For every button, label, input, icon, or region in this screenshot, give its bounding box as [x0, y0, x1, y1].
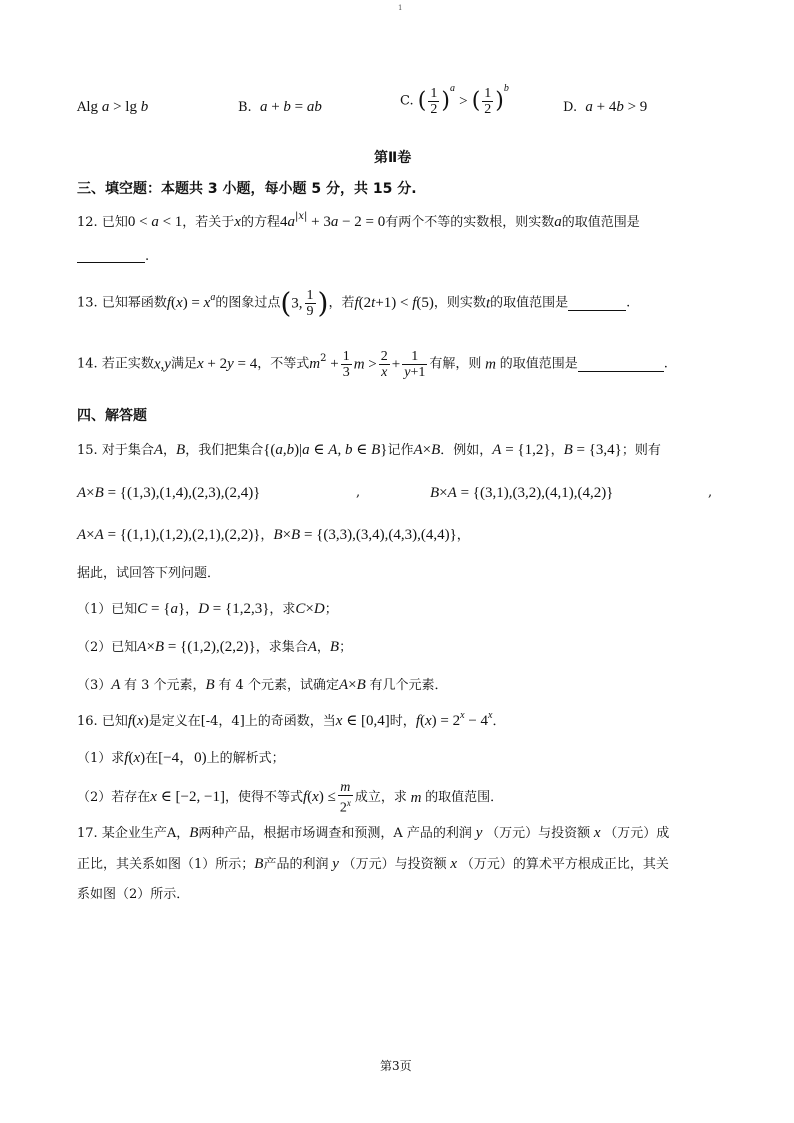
q16-part1: （1）求f(x)在[−4，0)上的解析式；	[77, 750, 285, 766]
q17-t3: （万元）与投资额	[486, 826, 591, 841]
q12-t4: 有两个不等的实数根，则实数	[385, 215, 555, 230]
q15-t4: ．例如，	[440, 443, 493, 458]
option-a: Alg a > lg b	[77, 99, 149, 115]
q12-t1: 已知	[101, 215, 128, 230]
q15-p2b: ，求集合	[255, 640, 308, 655]
q16-p1c: 上的解析式；	[206, 751, 285, 766]
q15-line3: A×A = {(1,1),(1,2),(2,1),(2,2)}，B×B = {(3,3),(3,4),(4,3),(4,4)}，	[77, 527, 470, 543]
q17-line2: 正比，其关系如图（1）所示；B产品的利润 y （万元）与投资额 x （万元）的算术平方根成正比，其关	[77, 856, 669, 872]
q15-t1: 对于集合	[101, 443, 154, 458]
volume-title: 第Ⅱ卷	[374, 150, 412, 166]
q13-t3: ，若	[328, 295, 355, 311]
q17-line3: 系如图（2）所示．	[77, 887, 190, 902]
option-b: B. a + b = ab	[238, 99, 322, 115]
q15-line2-comma2: ,	[708, 485, 713, 500]
q15-num: 15.	[77, 443, 98, 458]
q14-answer-blank[interactable]	[578, 357, 664, 372]
q13-line: 13. 已知幂函数$f(x) = x^a$的图象过点(3, $\frac{1}{9}$ )，若f(2t+1) < f(5)，则实数t的取值范围是 .	[77, 286, 631, 320]
q16-p2d: 的取值范围．	[425, 789, 504, 805]
option-c: C. ( $\frac{1}{2}$ )$^a$ > ( $\frac{1}{2}$ )$^b$	[400, 83, 509, 117]
q16-p1b: 在	[145, 751, 159, 766]
q15-line2a: A×B = {(1,3),(1,4),(2,3),(2,4)}	[77, 485, 261, 501]
q15-line2-comma: ,	[356, 485, 361, 500]
q17-l2d: （万元）的算术平方根成正比，其关	[460, 857, 669, 872]
q12-line2: .	[77, 248, 149, 266]
q14-t5: 的取值范围是	[499, 356, 578, 372]
q16-p2a: （2）若存在	[77, 789, 151, 805]
q17-l2b: 产品的利润	[263, 857, 329, 872]
q15-p2a: （2）已知	[77, 640, 138, 655]
q15-part1: （1）已知C = {a}，D = {1,2,3}，求C×D；	[77, 601, 338, 617]
q13-t1: 已知幂函数	[101, 295, 167, 311]
q14-t2: 满足	[170, 356, 197, 372]
q14-line: 14. 若正实数x,y满足x + 2y = 4，不等式$m^2$ + $\frac{1}{3}$ m > $\frac{2}{x}$ + $\frac{1}{y+1}$ 有解，则 m 的取值范围是 .	[77, 349, 668, 380]
q15-p1b: ，求	[269, 602, 296, 617]
q17-line1: 17. 某企业生产A，B两种产品，根据市场调查和预测，A 产品的利润 y （万元）与投资额 x （万元）成	[77, 825, 670, 841]
q15-line1: 15. 对于集合A，B，我们把集合{(a,b)|a ∈ A, b ∈ B}记作A×B．例如，A = {1,2}，B = {3,4}；则有	[77, 442, 661, 458]
option-c-label: C.	[400, 93, 414, 109]
q15-t2: ，我们把集合	[185, 443, 264, 458]
q14-num: 14.	[77, 356, 98, 372]
q16-p2c: 成立，求	[354, 789, 407, 805]
q15-t5: ；则有	[621, 443, 661, 458]
q15-t3: 记作	[387, 443, 414, 458]
q15-p3b: 有 3 个元素，	[123, 678, 206, 693]
q12-t3: 的方程	[240, 215, 280, 230]
section4-title: 四、解答题	[77, 408, 147, 424]
q15-part3: （3）A 有 3 个元素，B 有 4 个元素，试确定A×B 有几个元素．	[77, 677, 448, 693]
q15-line4: 据此，试回答下列问题．	[77, 566, 221, 581]
q15-p1a: （1）已知	[77, 602, 138, 617]
option-d: D. a + 4b > 9	[563, 99, 648, 115]
top-mark: 1	[398, 4, 403, 12]
q16-t2: 是定义在[-4，4]上的奇函数，当	[148, 714, 336, 729]
q13-t5: 的取值范围是	[490, 295, 569, 311]
option-a-label: A	[77, 100, 87, 115]
q15-p3a: （3）	[77, 678, 112, 693]
option-d-label: D.	[563, 100, 578, 115]
q14-t3: ，不等式	[257, 356, 310, 372]
q14-t1: 若正实数	[101, 356, 154, 372]
q13-t2: 的图象过点	[215, 295, 281, 311]
q13-num: 13.	[77, 295, 98, 311]
page-number: 第3页	[380, 1059, 412, 1073]
section3-title: 三、填空题：本题共 3 小题，每小题 5 分，共 15 分.	[77, 181, 417, 197]
q16-t3: 时，	[389, 714, 416, 729]
q17-num: 17.	[77, 826, 98, 841]
q15-p3c: 有 4 个元素，试确定	[218, 678, 339, 693]
q17-t2: 两种产品，根据市场调查和预测，A 产品的利润	[198, 826, 472, 841]
q12-t5: 的取值范围是	[561, 215, 640, 230]
q17-t4: （万元）成	[604, 826, 670, 841]
q12-num: 12.	[77, 215, 98, 230]
q16-num: 16.	[77, 714, 98, 729]
q12-answer-blank[interactable]	[77, 248, 145, 263]
q15-line2b: B×A = {(3,1),(3,2),(4,1),(4,2)}	[430, 485, 614, 501]
option-b-label: B.	[238, 100, 252, 115]
q16-line1: 16. 已知f(x)是定义在[-4，4]上的奇函数，当x ∈ [0,4]时，$f(x) = 2^x - 4^x$．	[77, 710, 506, 729]
q16-part2: （2）若存在x ∈ [−2, −1]，使得不等式f(x) ≤ $\frac{m}{2^x}$ 成立，求 m 的取值范围．	[77, 780, 504, 816]
q12-line1: 12. 已知0 < a < 1，若关于x的方程$4a^{|x|} + 3a - 2 = 0$有两个不等的实数根，则实数a的取值范围是	[77, 211, 640, 230]
q17-l2a: 正比，其关系如图（1）所示；	[77, 857, 255, 872]
q15-p3d: 有几个元素．	[369, 678, 448, 693]
q16-p1a: （1）求	[77, 751, 125, 766]
q16-t1: 已知	[101, 714, 128, 729]
q13-t4: ，则实数	[433, 295, 486, 311]
q12-t2: ，若关于	[182, 215, 235, 230]
q14-t4: 有解，则	[429, 356, 482, 372]
q15-part2: （2）已知A×B = {(1,2),(2,2)}，求集合A，B；	[77, 639, 353, 655]
q17-t1: 某企业生产	[101, 826, 167, 841]
q13-answer-blank[interactable]	[568, 296, 626, 311]
q17-l2c: （万元）与投资额	[342, 857, 447, 872]
q16-p2b: ，使得不等式	[224, 789, 303, 805]
